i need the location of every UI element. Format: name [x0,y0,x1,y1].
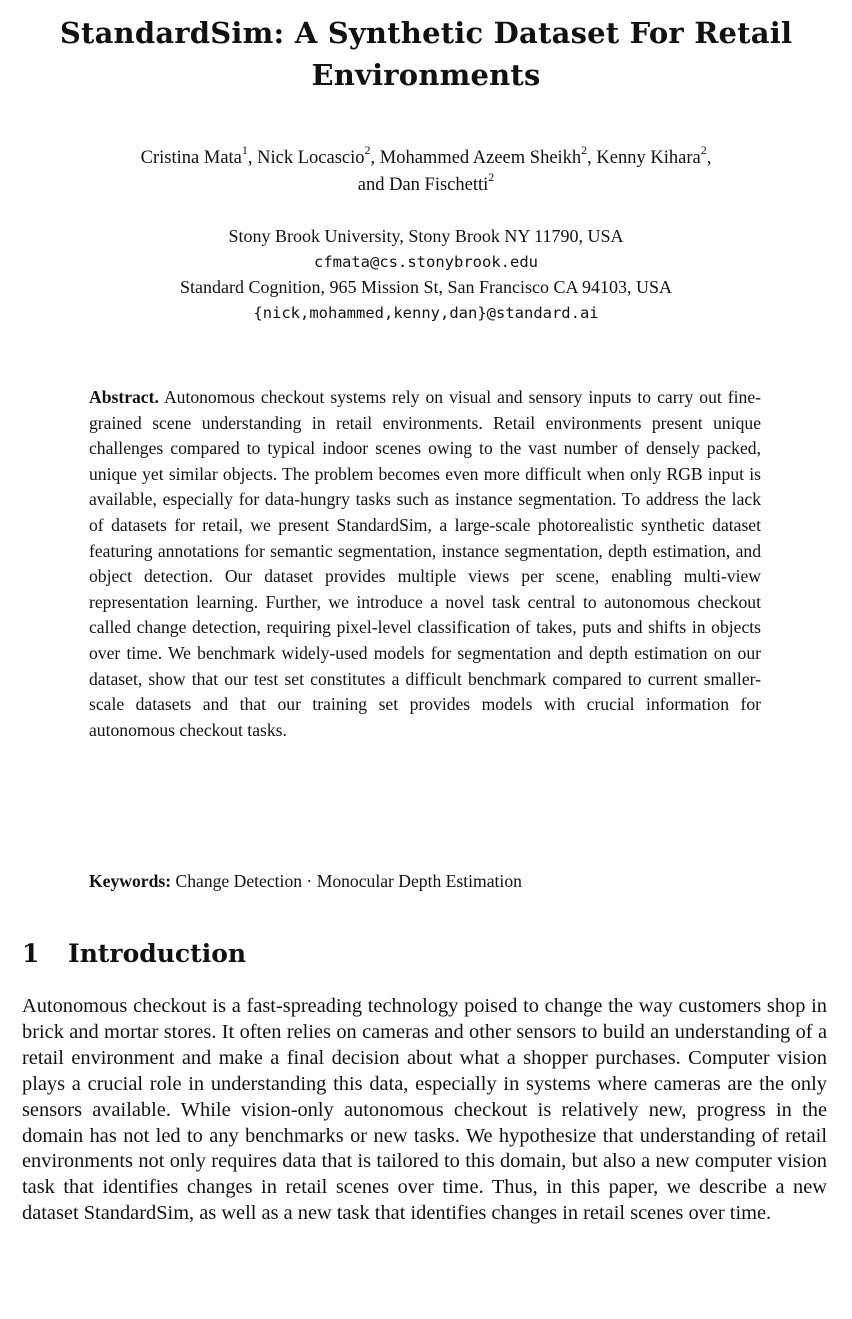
affiliation-institution: Stony Brook University, Stony Brook NY 11790, USA [228,226,624,246]
author-list: Cristina Mata$^1$, Nick Locascio$^2$, Mohammed Azeem Sheikh$^2$, Kenny Kihara$^2$, and Dan Fischetti$^2$ [140,142,712,195]
author-affil-mark: 2 [364,142,371,157]
keywords-text: Change Detection · Monocular Depth Estimation [175,871,522,891]
keywords [89,869,761,894]
author-name: Nick Locascio [257,148,365,168]
affiliations [20,224,832,326]
intro-paragraph: Autonomous checkout is a fast-spreading technology poised to change the way customers shop in brick and mortar stores. It often relies on cameras and other sensors to build an understanding of a retail environment and make a final decision about what a shopper purchases. Computer vision plays a crucial role in understanding this data, especially in systems where cameras are the only sensors available. While vision-only autonomous checkout is relatively new, progress in the domain has not led to any benchmarks or new tasks. We hypothesize that understanding of retail environments not only requires data that is tailored to this domain, but also a new computer vision task that identifies changes in retail scenes over time. Thus, in this paper, we describe a new dataset StandardSim, as well as a new task that identifies changes in retail scenes over time. [22,995,827,1225]
affiliation-institution: Standard Cognition, 965 Mission St, San Francisco CA 94103, USA [179,277,673,297]
author-name: Kenny Kihara [596,148,701,168]
abstract-label: Abstract. [89,387,159,407]
author-name: Cristina Mata [140,148,242,168]
author-affil-mark: 2 [700,142,707,157]
author-name: Dan Fischetti [389,175,489,195]
section-number: 1 [22,939,40,968]
author-affil-mark: 1 [241,142,248,157]
abstract-text: Autonomous checkout systems rely on visual and sensory inputs to carry out fine-grained scene understanding in retail environments. Retail environments present unique challenges compared to typical indoor scenes owing to the vast number of densely packed, unique yet similar objects. The problem becomes even more difficult when only RGB input is available, especially for data-hungry tasks such as instance segmentation. To address the lack of datasets for retail, we present StandardSim, a large-scale photorealistic synthetic dataset featuring annotations for semantic segmentation, instance segmentation, depth estimation, and object detection. Our dataset provides multiple views per scene, enabling multi-view representation learning. Further, we introduce a novel task central to autonomous checkout called change detection, requiring pixel-level classification of takes, puts and shifts in objects over time. We benchmark widely-used models for segmentation and depth estimation on our dataset, show that our test set constitutes a difficult benchmark compared to current smaller-scale datasets and that our training set provides models with crucial information for autonomous checkout tasks. [89,387,761,740]
section-title: Introduction [68,939,247,968]
author-affil-mark: 2 [488,169,495,184]
affiliation-email[interactable]: {nick,mohammed,kenny,dan}@standard.ai [253,303,599,322]
keywords-label: Keywords: [89,871,172,891]
author-conjunction: and [357,175,385,195]
paper-title: StandardSim: A Synthetic Dataset For Retail Environments [59,16,793,92]
author-affil-mark: 2 [581,142,588,157]
affiliation-email[interactable]: cfmata@cs.stonybrook.edu [314,252,538,271]
author-name: Mohammed Azeem Sheikh [379,148,582,168]
section-heading [22,936,246,972]
abstract [89,385,761,743]
